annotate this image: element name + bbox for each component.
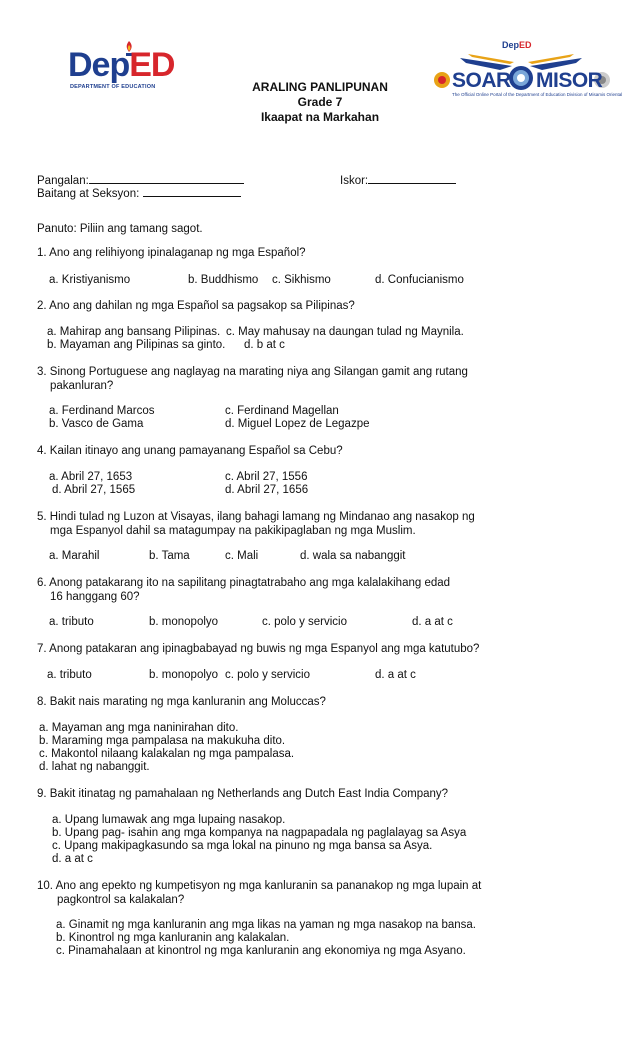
question-8: 8. Bakit nais marating ng mga kanluranin ang Moluccas? (37, 696, 326, 708)
name-field[interactable] (89, 172, 244, 184)
option-2a[interactable]: a. Mahirap ang bansang Pilipinas. (47, 326, 221, 338)
option-9a[interactable]: a. Upang lumawak ang mga lupaing nasakop. (52, 814, 286, 826)
question-text: Bakit itinatag ng pamahalaan ng Netherlands ang Dutch East India Company? (49, 788, 449, 800)
option-2d[interactable]: d. b at c (244, 339, 285, 351)
question-6: 6. Anong patakarang ito na sapilitang pinagtatrabaho ang mga kalalakihang edad 16 hanggang 60? (37, 577, 451, 603)
instructions: Panuto: Piliin ang tamang sagot. (37, 223, 203, 235)
option-3b[interactable]: b. Vasco de Gama (49, 418, 144, 430)
score-field[interactable] (368, 172, 456, 184)
score-field-row (340, 172, 456, 188)
score-label: Iskor: (340, 175, 369, 187)
option-1c[interactable]: c. Sikhismo (272, 274, 331, 286)
question-text: Anong patakaran ang ipinagbabayad ng buwis ng mga Espanyol ang mga katutubo? (49, 643, 480, 655)
misor-word: MISOR (536, 69, 603, 92)
soar-misor-logo (430, 36, 623, 102)
section-label: Baitang at Seksyon: (37, 188, 140, 200)
deped-logo-subtitle: DEPARTMENT OF EDUCATION (70, 84, 156, 90)
option-5b[interactable]: b. Tama (149, 550, 190, 562)
subject-title: ARALING PANLIPUNAN (252, 80, 388, 94)
deped-logo-word: DepED (68, 46, 175, 84)
quarter-title: Ikaapat na Markahan (260, 110, 380, 124)
question-text: Ano ang relihiyong ipinalaganap ng mga Español? (49, 247, 306, 259)
question-10: 10. Ano ang epekto ng kumpetisyon ng mga kanluranin sa pananakop ng mga lupain at pagkontrol sa kalakalan? (37, 880, 482, 906)
question-text: Hindi tulad ng Luzon at Visayas, ilang bahagi lamang ng Mindanao ang nasakop ng (49, 511, 475, 523)
option-7a[interactable]: a. tributo (47, 669, 92, 681)
worksheet-title (200, 80, 440, 125)
option-4d[interactable]: d. Abril 27, 1656 (225, 484, 309, 496)
option-2b[interactable]: b. Mayaman ang Pilipinas sa ginto. (47, 339, 226, 351)
question-text: Ano ang dahilan ng mga Español sa pagsakop sa Pilipinas? (49, 300, 355, 312)
question-text: Sinong Portuguese ang naglayag na marating niya ang Silangan gamit ang rutang (49, 366, 468, 378)
option-4a[interactable]: a. Abril 27, 1653 (49, 471, 133, 483)
option-10a[interactable]: a. Ginamit ng mga kanluranin ang mga likas na yaman ng mga nasakop na bansa. (56, 919, 477, 931)
question-text: Ano ang epekto ng kumpetisyon ng mga kanluranin sa pananakop ng mga lupain at (55, 880, 482, 892)
option-8d[interactable]: d. lahat ng nabanggit. (39, 761, 150, 773)
option-5d[interactable]: d. wala sa nabanggit (300, 550, 406, 562)
question-7: 7. Anong patakaran ang ipinagbabayad ng buwis ng mga Espanyol ang mga katutubo? (37, 643, 480, 655)
soar-word: SOAR (452, 69, 511, 92)
option-1a[interactable]: a. Kristiyanismo (49, 274, 131, 286)
soar-tagline: The Official Online Portal of the Department of Education Division of Misamis Oriental (452, 92, 623, 97)
option-8c[interactable]: c. Makontol nilaang kalakalan ng mga pampalasa. (39, 748, 295, 760)
question-text: Anong patakarang ito na sapilitang pinagtatrabaho ang mga kalalakihang edad (49, 577, 451, 589)
option-10c[interactable]: c. Pinamahalaan at kinontrol ng mga kanluranin ang ekonomiya ng mga Asyano. (56, 945, 466, 957)
option-6d[interactable]: d. a at c (412, 616, 453, 628)
option-3c[interactable]: c. Ferdinand Magellan (225, 405, 339, 417)
question-4: 4. Kailan itinayo ang unang pamayanang Español sa Cebu? (37, 445, 343, 457)
option-8a[interactable]: a. Mayaman ang mga naninirahan dito. (39, 722, 239, 734)
soar-deped-mark: DepED (502, 40, 532, 50)
option-8b[interactable]: b. Maraming mga pampalasa na makukuha dito. (39, 735, 286, 747)
option-3a[interactable]: a. Ferdinand Marcos (49, 405, 155, 417)
option-9c[interactable]: c. Upang makipagkasundo sa mga lokal na pinuno ng mga bansa sa Asya. (52, 840, 433, 852)
option-7c[interactable]: c. polo y servicio (225, 669, 311, 681)
option-9d[interactable]: d. a at c (52, 853, 93, 865)
option-5a[interactable]: a. Marahil (49, 550, 100, 562)
option-2c[interactable]: c. May mahusay na daungan tulad ng Maynila. (226, 326, 464, 338)
option-5c[interactable]: c. Mali (225, 550, 259, 562)
option-7b[interactable]: b. monopolyo (149, 669, 219, 681)
deped-logo (68, 40, 178, 96)
section-field[interactable] (143, 185, 241, 197)
section-field-row (37, 185, 241, 201)
option-9b[interactable]: b. Upang pag- isahin ang mga kompanya na nagpapadala ng paglalayag sa Asya (52, 827, 467, 839)
option-1d[interactable]: d. Confucianismo (375, 274, 464, 286)
question-3: 3. Sinong Portuguese ang naglayag na marating niya ang Silangan gamit ang rutang pakanluran? (37, 366, 468, 392)
option-6a[interactable]: a. tributo (49, 616, 94, 628)
option-6b[interactable]: b. monopolyo (149, 616, 219, 628)
grade-title: Grade 7 (297, 95, 343, 109)
name-label: Pangalan: (37, 175, 89, 187)
question-5: 5. Hindi tulad ng Luzon at Visayas, ilang bahagi lamang ng Mindanao ang nasakop ng mga Espanyol dahil sa matagumpay na pakikipaglaban ng mga Muslim. (37, 511, 475, 537)
question-1: 1. Ano ang relihiyong ipinalaganap ng mga Español? (37, 247, 306, 259)
question-text: Kailan itinayo ang unang pamayanang Español sa Cebu? (49, 445, 343, 457)
option-3d[interactable]: d. Miguel Lopez de Legazpe (225, 418, 370, 430)
question-9: 9. Bakit itinatag ng pamahalaan ng Netherlands ang Dutch East India Company? (37, 788, 449, 800)
option-1b[interactable]: b. Buddhismo (188, 274, 259, 286)
question-text: Bakit nais marating ng mga kanluranin ang Moluccas? (49, 696, 326, 708)
option-4c[interactable]: c. Abril 27, 1556 (225, 471, 308, 483)
option-10b[interactable]: b. Kinontrol ng mga kanluranin ang kalakalan. (56, 932, 290, 944)
question-2: 2. Ano ang dahilan ng mga Español sa pagsakop sa Pilipinas? (37, 300, 355, 312)
option-7d[interactable]: d. a at c (375, 669, 416, 681)
option-4b[interactable]: d. Abril 27, 1565 (52, 484, 136, 496)
option-6c[interactable]: c. polo y servicio (262, 616, 348, 628)
